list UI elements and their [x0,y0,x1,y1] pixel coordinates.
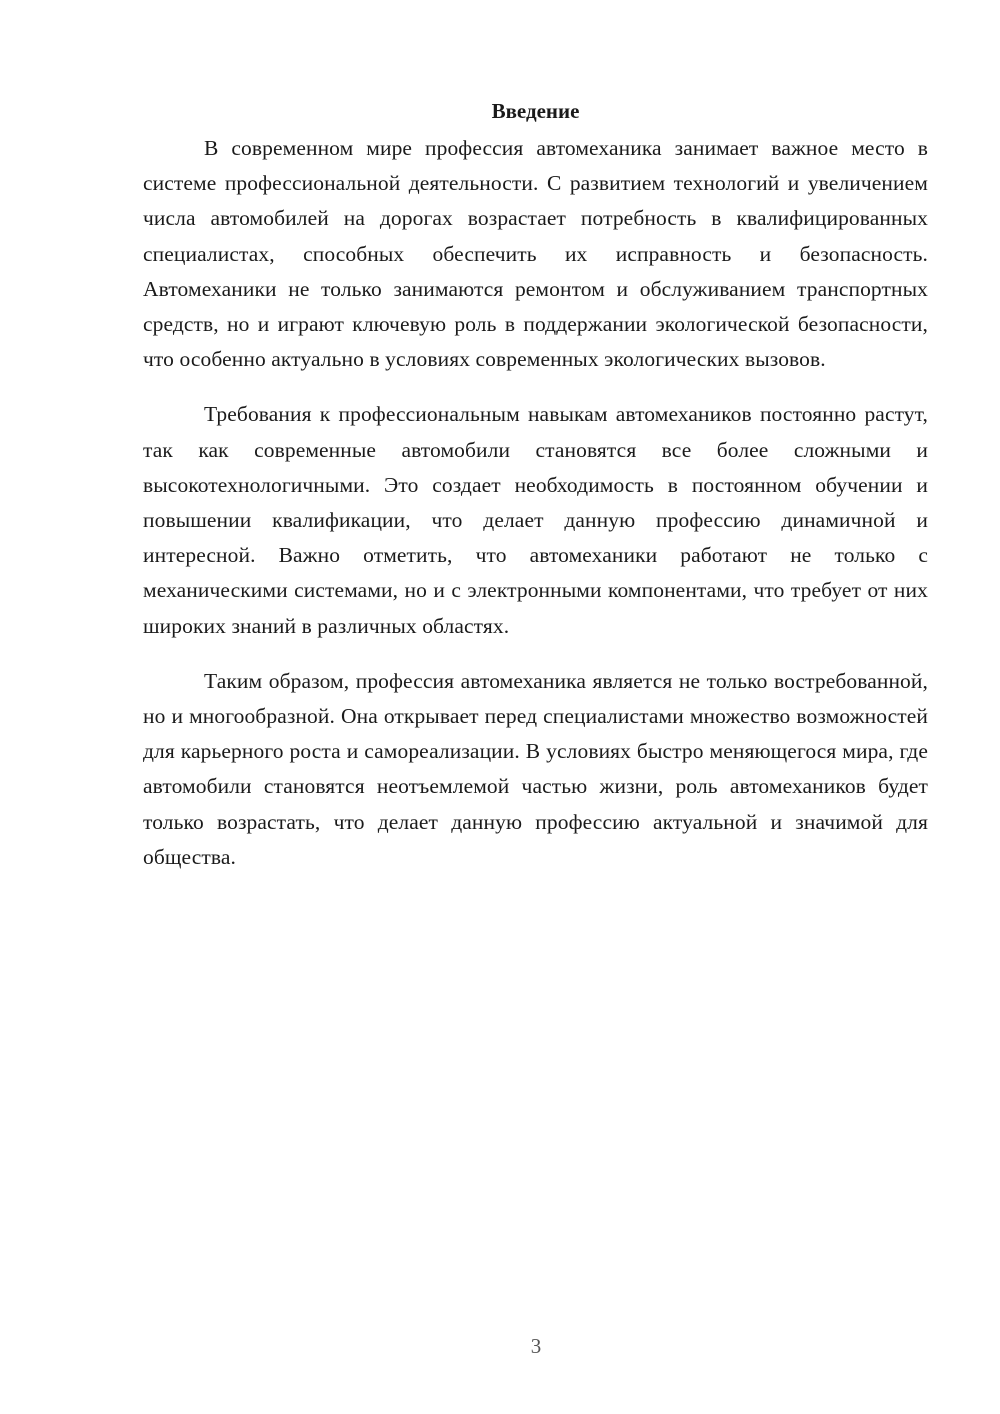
page-content [143,96,928,895]
section-heading: Введение [491,99,580,123]
paragraph-3: Таким образом, профессия автомеханика является не только востребованной, но и многообразной. Она открывает перед специалистами множество возможностей для карьерного роста и самореализации. В условиях быстро меняющегося мира, где автомобили становятся неотъемлемой частью жизни, роль автомехаников будет только возрастать, что делает данную профессию актуальной и значимой для общества. [143,668,928,869]
page-number: 3 [530,1334,542,1358]
paragraph-2: Требования к профессиональным навыкам автомехаников постоянно растут, так как современные автомобили становятся все более сложными и высокотехнологичными. Это создает необходимость в постоянном обучении и повышении квалификации, что делает данную профессию динамичной и интересной. Важно отметить, что автомеханики работают не только с механическими системами, но и с электронными компонентами, что требует от них широких знаний в различных областях. [143,402,928,638]
paragraph-1: В современном мире профессия автомеханика занимает важное место в системе профессиональной деятельности. С развитием технологий и увеличением числа автомобилей на дорогах возрастает потребность в квалифицированных специалистах, способных обеспечить их исправность и безопасность. Автомеханики не только занимаются ремонтом и обслуживанием транспортных средств, но и играют ключевую роль в поддержании экологической безопасности, что особенно актуально в условиях современных экологических вызовов. [143,136,928,372]
